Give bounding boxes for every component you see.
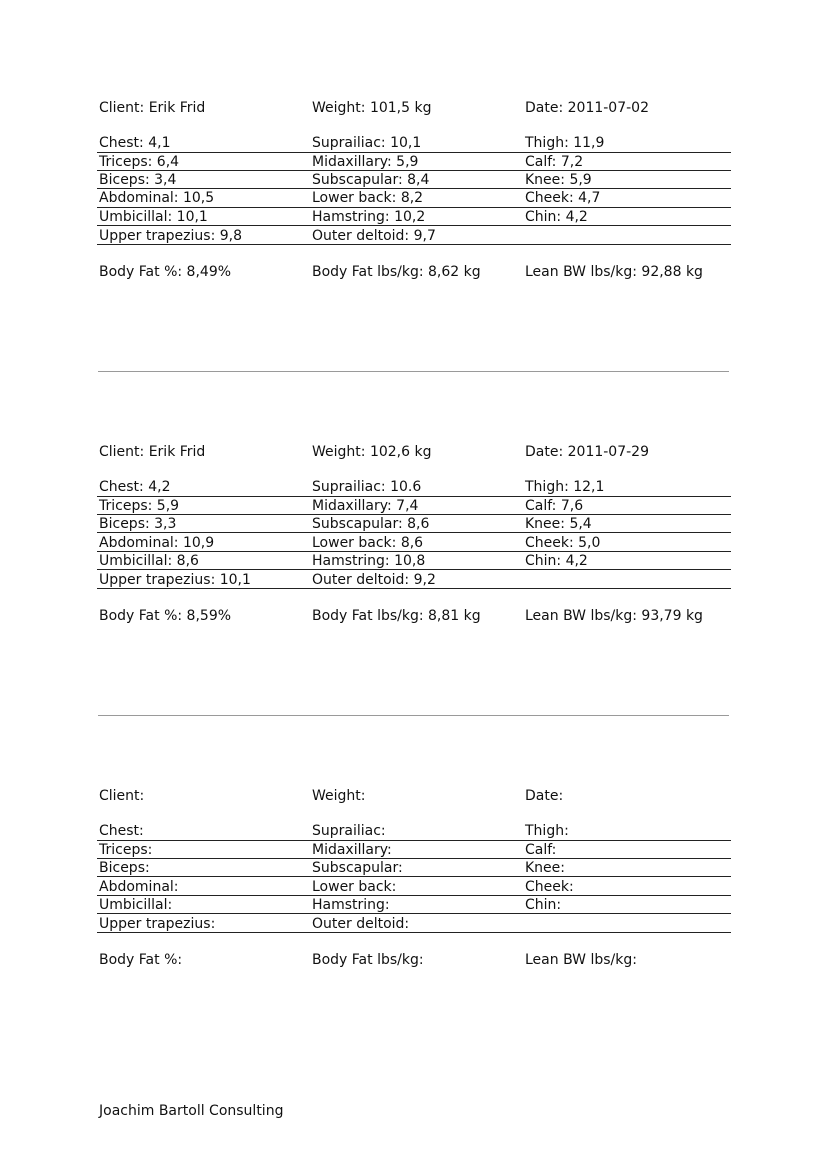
measurement-cell: Calf: 7,2 bbox=[525, 154, 584, 170]
row-rule bbox=[97, 895, 731, 896]
measurement-cell: Triceps: 5,9 bbox=[99, 498, 180, 514]
row-rule bbox=[97, 588, 731, 589]
row-rule bbox=[97, 932, 731, 933]
measurement-cell: Cheek: bbox=[525, 879, 574, 895]
measurement-cell: Suprailiac: bbox=[312, 823, 386, 839]
measurement-cell: Suprailiac: 10.6 bbox=[312, 479, 422, 495]
measurement-cell: Hamstring: bbox=[312, 897, 390, 913]
measurement-cell: Outer deltoid: bbox=[312, 916, 410, 932]
measurement-cell: Outer deltoid: 9,7 bbox=[312, 228, 436, 244]
record-separator bbox=[98, 715, 729, 716]
row-rule bbox=[97, 840, 731, 841]
row-rule bbox=[97, 532, 731, 533]
body-fat-percent: Body Fat %: 8,59% bbox=[99, 608, 232, 624]
measurement-cell: Lower back: 8,2 bbox=[312, 190, 424, 206]
lean-body-weight: Lean BW lbs/kg: 92,88 kg bbox=[525, 264, 703, 280]
measurement-cell: Biceps: 3,4 bbox=[99, 172, 177, 188]
measurement-cell: Abdominal: 10,9 bbox=[99, 535, 215, 551]
date-label: Date: 2011-07-29 bbox=[525, 444, 649, 460]
measurement-cell: Knee: 5,4 bbox=[525, 516, 592, 532]
measurement-cell: Chin: bbox=[525, 897, 562, 913]
measurement-cell: Subscapular: 8,6 bbox=[312, 516, 430, 532]
measurement-cell: Chest: 4,2 bbox=[99, 479, 171, 495]
measurement-cell: Thigh: 12,1 bbox=[525, 479, 605, 495]
measurement-cell: Knee: 5,9 bbox=[525, 172, 592, 188]
weight-label: Weight: 101,5 kg bbox=[312, 100, 432, 116]
measurement-cell: Midaxillary: 7,4 bbox=[312, 498, 419, 514]
weight-label: Weight: 102,6 kg bbox=[312, 444, 432, 460]
date-label: Date: bbox=[525, 788, 564, 804]
row-rule bbox=[97, 913, 731, 914]
measurement-cell: Midaxillary: 5,9 bbox=[312, 154, 419, 170]
measurement-cell: Knee: bbox=[525, 860, 565, 876]
body-fat-mass: Body Fat lbs/kg: bbox=[312, 952, 424, 968]
measurement-cell: Subscapular: bbox=[312, 860, 403, 876]
body-fat-percent: Body Fat %: bbox=[99, 952, 183, 968]
measurement-cell: Upper trapezius: 10,1 bbox=[99, 572, 251, 588]
measurement-cell: Umbicillal: 8,6 bbox=[99, 553, 199, 569]
lean-body-weight: Lean BW lbs/kg: bbox=[525, 952, 637, 968]
measurement-cell: Chest: bbox=[99, 823, 144, 839]
measurement-cell: Upper trapezius: 9,8 bbox=[99, 228, 243, 244]
row-rule bbox=[97, 569, 731, 570]
record-separator bbox=[98, 371, 729, 372]
client-label: Client: bbox=[99, 788, 145, 804]
measurement-cell: Chest: 4,1 bbox=[99, 135, 171, 151]
measurement-cell: Cheek: 4,7 bbox=[525, 190, 601, 206]
measurement-cell: Umbicillal: 10,1 bbox=[99, 209, 208, 225]
measurement-cell: Abdominal: 10,5 bbox=[99, 190, 215, 206]
body-fat-mass: Body Fat lbs/kg: 8,81 kg bbox=[312, 608, 481, 624]
measurement-cell: Subscapular: 8,4 bbox=[312, 172, 430, 188]
measurement-cell: Triceps: bbox=[99, 842, 153, 858]
measurement-cell: Lower back: 8,6 bbox=[312, 535, 424, 551]
measurement-cell: Biceps: 3,3 bbox=[99, 516, 177, 532]
measurement-cell: Midaxillary: bbox=[312, 842, 392, 858]
measurement-cell: Triceps: 6,4 bbox=[99, 154, 180, 170]
row-rule bbox=[97, 225, 731, 226]
measurement-cell: Lower back: bbox=[312, 879, 397, 895]
row-rule bbox=[97, 244, 731, 245]
row-rule bbox=[97, 858, 731, 859]
date-label: Date: 2011-07-02 bbox=[525, 100, 649, 116]
client-label: Client: Erik Frid bbox=[99, 100, 206, 116]
measurement-cell: Calf: bbox=[525, 842, 557, 858]
measurement-cell: Thigh: bbox=[525, 823, 569, 839]
body-fat-percent: Body Fat %: 8,49% bbox=[99, 264, 232, 280]
measurement-cell: Hamstring: 10,2 bbox=[312, 209, 426, 225]
footer-company: Joachim Bartoll Consulting bbox=[99, 1103, 284, 1119]
measurement-cell: Umbicillal: bbox=[99, 897, 173, 913]
measurement-cell: Chin: 4,2 bbox=[525, 209, 588, 225]
measurement-cell: Abdominal: bbox=[99, 879, 179, 895]
body-fat-mass: Body Fat lbs/kg: 8,62 kg bbox=[312, 264, 481, 280]
measurement-cell: Upper trapezius: bbox=[99, 916, 216, 932]
measurement-cell: Biceps: bbox=[99, 860, 150, 876]
measurement-cell: Chin: 4,2 bbox=[525, 553, 588, 569]
lean-body-weight: Lean BW lbs/kg: 93,79 kg bbox=[525, 608, 703, 624]
measurement-cell: Cheek: 5,0 bbox=[525, 535, 601, 551]
measurement-cell: Thigh: 11,9 bbox=[525, 135, 605, 151]
measurement-cell: Outer deltoid: 9,2 bbox=[312, 572, 436, 588]
measurement-cell: Suprailiac: 10,1 bbox=[312, 135, 422, 151]
measurement-cell: Calf: 7,6 bbox=[525, 498, 584, 514]
measurement-cell: Hamstring: 10,8 bbox=[312, 553, 426, 569]
client-label: Client: Erik Frid bbox=[99, 444, 206, 460]
row-rule bbox=[97, 876, 731, 877]
weight-label: Weight: bbox=[312, 788, 366, 804]
